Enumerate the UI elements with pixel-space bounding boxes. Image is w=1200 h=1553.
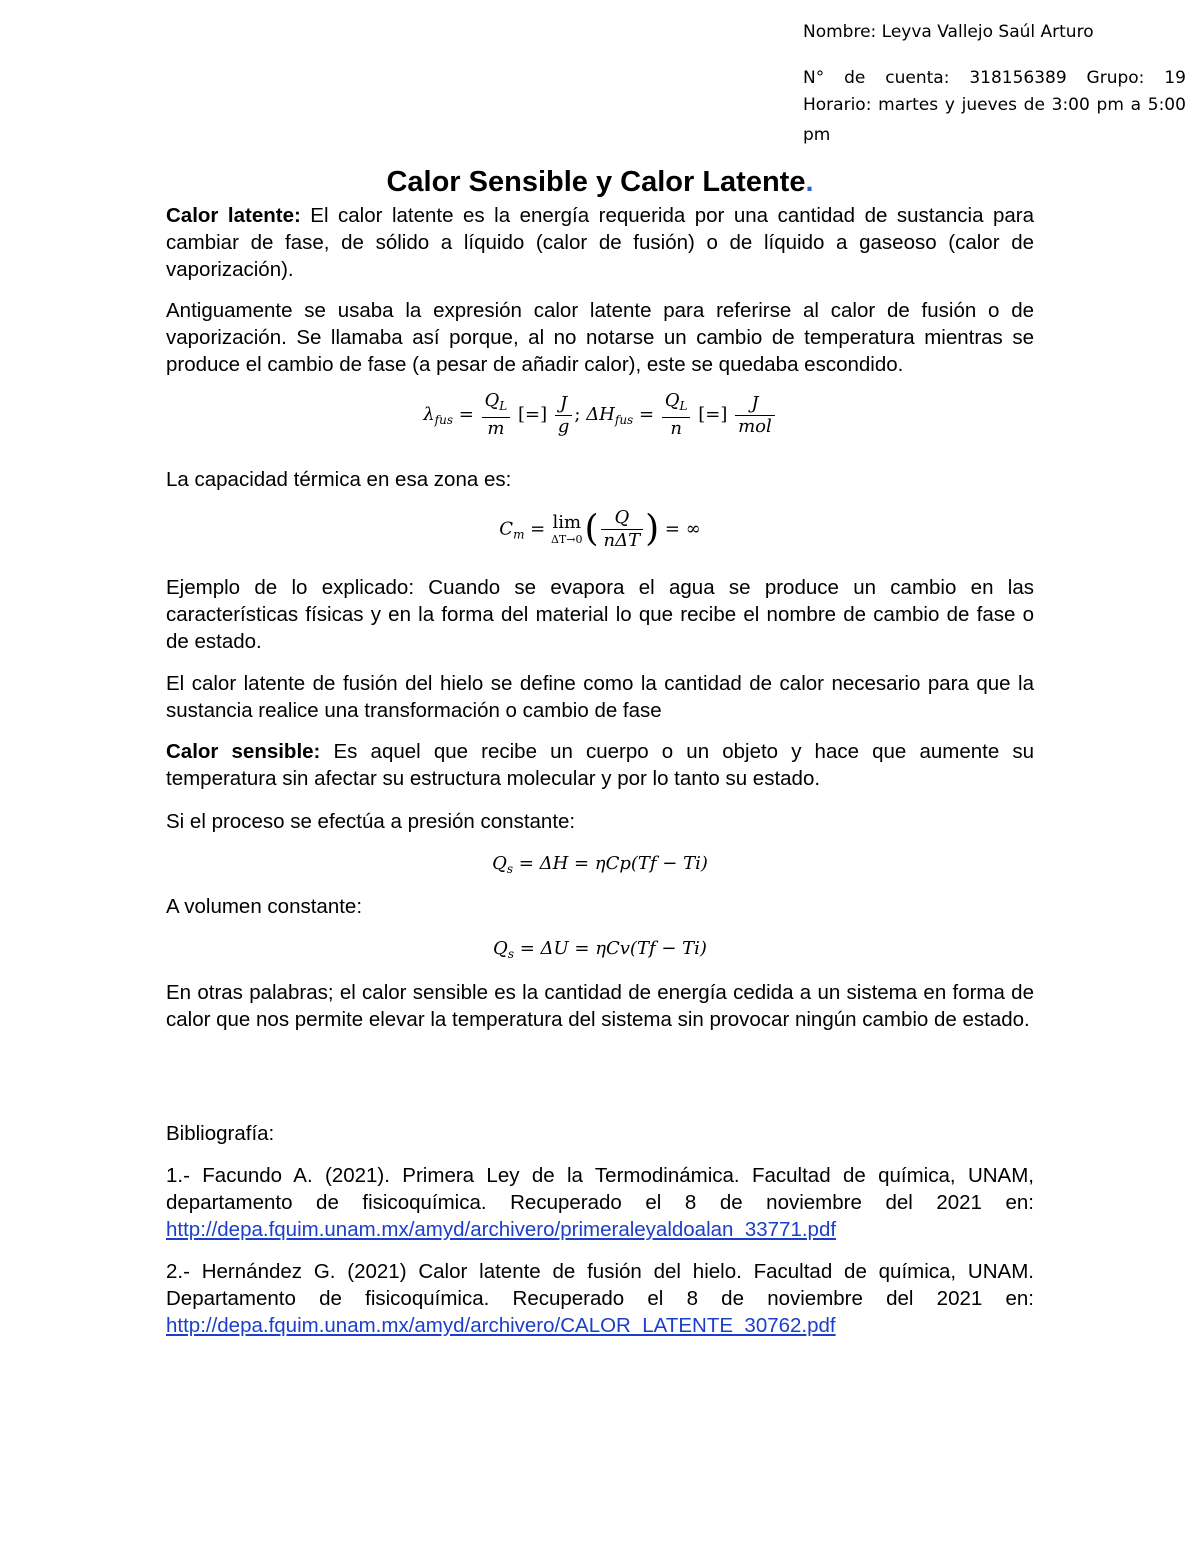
eq-operator: =	[659, 518, 686, 540]
paragraph-text: Es aquel que recibe un cuerpo o un objeto y hace que aumente su temperatura sin afectar su estructura molecular y por lo tanto su estado.	[166, 740, 1034, 790]
student-name: Nombre: Leyva Vallejo Saúl Arturo	[803, 22, 1094, 42]
schedule-word: y	[944, 95, 955, 115]
eq-subscript: s	[506, 862, 514, 876]
equation-latent-fusion	[166, 390, 1034, 440]
paragraph-ice-fusion: El calor latente de fusión del hielo se define como la cantidad de calor necesario para que la sustancia realice una transformación o cambio de fase	[166, 672, 1034, 722]
schedule-pm: pm	[803, 125, 831, 145]
schedule-word: Horario:	[803, 95, 872, 115]
paragraph-latent-heat	[166, 202, 1034, 283]
eq-subscript: fus	[434, 413, 453, 427]
schedule-line	[803, 92, 1186, 118]
group-number: 19	[1164, 68, 1186, 88]
paragraph-constant-volume: A volumen constante:	[166, 895, 363, 918]
bibliography-ref-1	[166, 1162, 1034, 1243]
group-label: Grupo:	[1086, 68, 1145, 88]
title-text: Calor Sensible y Calor Latente	[386, 166, 806, 198]
eq-subscript: s	[507, 947, 514, 961]
schedule-word: pm	[1096, 95, 1124, 115]
eq-subscript: L	[679, 399, 688, 413]
denominator: nΔT	[603, 530, 641, 551]
account-label-no: N°	[803, 68, 825, 88]
limit	[551, 513, 583, 547]
account-label-de: de	[844, 68, 866, 88]
numerator: J	[735, 393, 775, 416]
eq-symbol: Q	[492, 853, 507, 874]
account-label-cuenta: cuenta:	[885, 68, 950, 88]
eq-expression: = ΔU = ηCv(Tf − Ti)	[513, 938, 707, 959]
denominator: g	[557, 415, 570, 437]
term-sensible-heat: Calor sensible:	[166, 740, 321, 763]
eq-subscript: m	[513, 527, 525, 542]
limit-subscript: ΔT→0	[550, 532, 583, 546]
eq-symbol: C	[499, 518, 514, 540]
fraction	[555, 393, 573, 438]
eq-subscript: fus	[614, 413, 634, 427]
eq-subscript: L	[499, 399, 508, 413]
eq-operator: =	[524, 518, 551, 540]
schedule-word: martes	[878, 95, 939, 115]
denominator: mol	[738, 415, 772, 437]
numerator: Q	[601, 507, 644, 530]
fraction	[482, 390, 511, 440]
eq-operator: [=]	[517, 404, 548, 425]
equation-constant-pressure	[166, 852, 1034, 881]
denominator: m	[487, 418, 505, 439]
ref-text: 2.- Hernández G. (2021) Calor latente de fusión del hielo. Facultad de química, UNAM. Departamento de fisicoquímica. Recuperado el 8 de noviembre del 2021 en:	[166, 1260, 1034, 1310]
ref-2-link[interactable]: http://depa.fquim.unam.mx/amyd/archivero/CALOR_LATENTE_30762.pdf	[166, 1314, 836, 1337]
equation-constant-volume	[166, 937, 1034, 966]
paragraph-capacity: La capacidad térmica en esa zona es:	[166, 468, 512, 491]
paragraph-summary: En otras palabras; el calor sensible es la cantidad de energía cedida a un sistema en forma de calor que nos permite elevar la temperatura del sistema sin provocar ningún cambio de estado.	[166, 981, 1034, 1031]
schedule-word: 3:00	[1051, 95, 1090, 115]
paragraph-constant-pressure: Si el proceso se efectúa a presión constante:	[166, 810, 576, 833]
paragraph-example: Ejemplo de lo explicado: Cuando se evapora el agua se produce un cambio en las características físicas y en la forma del material lo que recibe el nombre de cambio de fase o de estado.	[166, 576, 1034, 653]
paragraph-history: Antiguamente se usaba la expresión calor latente para referirse al calor de fusión o de vaporización. Se llamaba así porque, al no notarse un cambio de temperatura mientras se produce el cambio de fase (a pesar de añadir calor), este se quedaba escondido.	[166, 299, 1034, 376]
term-latent-heat: Calor latente:	[166, 204, 301, 227]
ref-text: 1.- Facundo A. (2021). Primera Ley de la Termodinámica. Facultad de química, UNAM, departamento de fisicoquímica. Recuperado el 8 de noviembre del 2021 en:	[166, 1164, 1034, 1214]
eq-expression: = ΔH = ηCp(Tf − Ti)	[513, 853, 708, 874]
account-line	[803, 65, 1186, 91]
numerator	[482, 390, 511, 418]
infinity-symbol: ∞	[685, 518, 701, 540]
eq-symbol: ΔH	[586, 404, 615, 425]
paragraph-sensible-heat	[166, 738, 1034, 792]
numerator: J	[555, 393, 573, 416]
eq-symbol: λ	[423, 404, 435, 425]
paragraph-text: El calor latente es la energía requerida por una cantidad de sustancia para cambiar de fase, de sólido a líquido (calor de fusión) o de líquido a gaseoso (calor de vaporización).	[166, 204, 1035, 281]
eq-operator: ;	[574, 404, 587, 425]
eq-symbol: Q	[493, 938, 508, 959]
fraction	[662, 390, 691, 440]
denominator: n	[670, 418, 682, 439]
limit-word: lim	[552, 511, 582, 533]
equation-heat-capacity	[166, 507, 1034, 552]
fraction	[601, 507, 644, 552]
fraction	[735, 393, 775, 438]
eq-operator: =	[633, 404, 660, 425]
left-paren: (	[584, 508, 599, 550]
ref-1-link[interactable]: http://depa.fquim.unam.mx/amyd/archivero/primeraleyaldoalan_33771.pdf	[166, 1218, 837, 1241]
bibliography-ref-2	[166, 1258, 1034, 1339]
eq-operator: [=]	[698, 404, 728, 425]
eq-symbol: Q	[664, 390, 680, 411]
schedule-word: a	[1130, 95, 1142, 115]
document-title	[0, 162, 1200, 202]
numerator	[662, 390, 691, 418]
eq-operator: =	[452, 404, 480, 425]
account-number: 318156389	[969, 68, 1067, 88]
schedule-word: 5:00	[1147, 95, 1186, 115]
right-paren: )	[645, 508, 660, 550]
eq-symbol: Q	[484, 390, 500, 411]
schedule-word: jueves	[961, 95, 1017, 115]
title-dot: .	[805, 166, 814, 198]
schedule-word: de	[1023, 95, 1045, 115]
bibliography-heading: Bibliografía:	[166, 1122, 275, 1145]
